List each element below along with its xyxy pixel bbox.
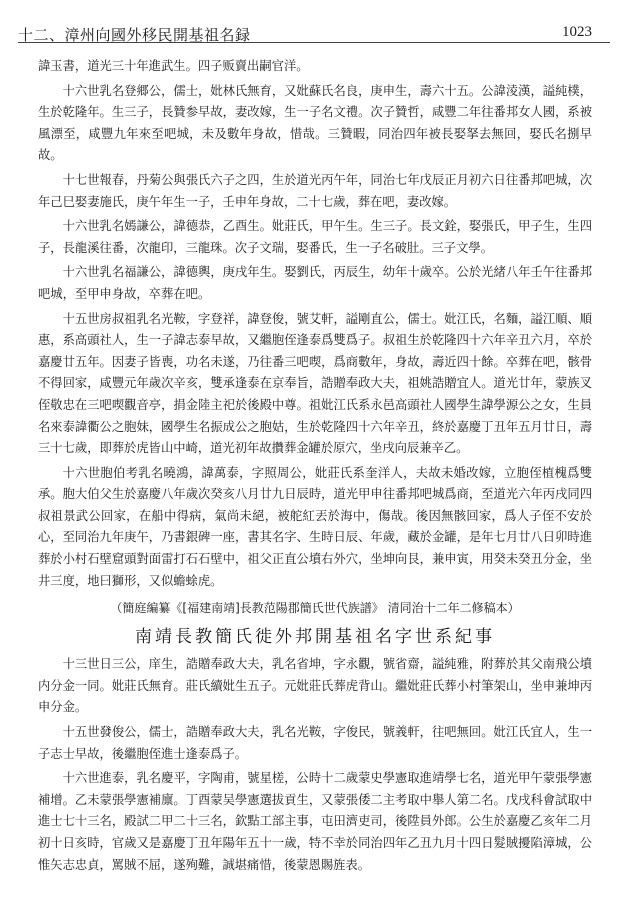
- page-header: [0, 6, 628, 42]
- paragraph: 十六世胞伯考乳名曉鴻，諱萬泰，字照周公，妣莊氏系奎洋人，夫故未婚改嫁，立胞侄植槐爲雙承。胞大伯父生於嘉慶八年歲次癸亥八月廿九日辰時，道光甲申往番邦吧城爲商，至道光六年丙戌同四叔祖景武公回家，在船中得病，氣尚未絕，被舵紅丟於海中，傷哉。後因無骸回家，爲人子侄不安於心，至同治九年庚午，乃書銀碑一座，書其名字、生時日辰、年歲，藏於金罐，是年七月廿八日卯時進葬於小村石壁窟頭對面雷打石石壁中，祖父正直公墳右外穴，坐坤向艮，兼申寅，用癸未癸丑分金，坐井三度，地曰獅形，又似蟾蜍虎。: [38, 465, 592, 588]
- paragraph: 十七世報春，丹菊公與張氏六子之四，生於道光丙午年，同治七年戊辰正月初六日往番邦吧城，次年己巳娶妻施氏，庚午年生一子，壬申年身故，二十七歲，葬在吧，妻改嫁。: [38, 172, 592, 209]
- paragraph: 十六世進泰，乳名慶平，字陶甫，號星槎，公時十二歲蒙史學憲取進靖學七名，道光甲午蒙張學憲補增。乙未蒙張學憲補廪。丁酉蒙吴學憲選拔貢生，又蒙張倭二主考取中舉人第二名。戊戌科會試取中進士七十三名，殿試二甲二十三名，欽點工部主事，屯田濟吏司，後陞員外郎。公生於嘉慶乙亥年二月初十日亥時，官歲又是嘉慶丁丑年陽年五十一歲，特不幸於同治四年乙丑九月十四日髮賊擾陷漳城，公惟矢志忠貞，罵賊不屈，遂殉難，誠堪痛惜，後蒙恩賜旌表。: [38, 771, 592, 872]
- section-two: [38, 654, 592, 876]
- header-rule: [18, 42, 610, 43]
- page-body: [38, 56, 592, 879]
- paragraph: 十六世乳名嫣謙公，諱德恭，乙酉生。妣莊氏，甲午生。生三子。長文銓，娶張氏，甲子生，生四子，長龍溪往番，次龍印，三龍珠。次子文瑞，娶番氏，生一子名破肚。三子文學。: [38, 219, 592, 255]
- section-one: [38, 56, 592, 592]
- paragraph: 十五世房叔祖乳名光鞍，字登祥，諱登俊，號艾軒，謚剛直公，儒士。妣江氏，名麵，謚江順、順惠，系高頭社人，生一子諱志泰早故，又繼胞侄逢泰爲雙爲子。叔祖生於乾隆四十六年辛丑六月，卒於嘉慶廿五年。因妻子皆喪，功名未遂，乃往番三吧喫，爲商數年，身故，壽近四十餘。卒葬在吧，骸骨不得回家，咸豐元年歲次辛亥，雙承逢泰在京奉旨，誥贈奉政大夫，祖姚誥贈宜人。道光廿年，蒙族叉侄敬忠在三吧喫觀音亭，捐金陸主祀於後殿中尊。祖妣江氏系永邑高頭社人國學生諱學源公之女，生員名來泰諱衢公之胞妹，國學生名振成公之胞姑，生於乾隆四十六年辛丑，終於嘉慶丁丑年五月廿日，壽三十七歲，即葬於虎皆山中崎，道光初年故攢葬金罐於原穴，坐戌向辰兼辛乙。: [38, 311, 592, 456]
- paragraph: 十六世乳名登郷公，儒士，妣林氏無育，又妣蘇氏名良，庚申生，壽六十五。公諱淩漢，謚純樸，生於乾隆年。生三子，長贊参早故，妻改嫁，生一子名文禮。次子贊哲，咸豐二年往番邦女人國，系被風漂至，咸豐九年來至吧城，未及數年身故，惜哉。三贊暇，同治四年被長娶拏去無回，娶氏名捌早故。: [38, 83, 592, 163]
- source-citation: （簡庭編纂《[福建南靖]長教范陽郡簡氏世代族譜》 清同治十二年二修稿本）: [110, 601, 520, 616]
- page-number: 1023: [562, 24, 592, 40]
- paragraph: 十三世日三公，庠生，誥贈奉政大夫，乳名省坤，字永觀，號省齋，謚純雅，附葬於其父南飛公墳内分金一同。妣莊氏無育。莊氏續妣生五子。元妣莊氏葬虎背山。繼妣莊氏葬小村筆架山，坐申兼坤丙申分金。: [38, 657, 592, 715]
- paragraph: 諱玉書，道光三十年進武生。四子贩賣出嗣官洋。: [38, 59, 309, 73]
- chapter-title: 十二、漳州向國外移民開基祖名録: [18, 26, 251, 44]
- section-title: 南靖長教簡氏徙外邦開基祖名字世系紀事: [135, 627, 495, 648]
- paragraph: 十五世發俊公，儒士，誥贈奉政大夫，乳名光鞍，字俊民，號義軒，往吧無回。妣江氏宜人，生一子志士早故，後繼胞侄進士逢泰爲子。: [38, 725, 592, 761]
- paragraph: 十六世乳名福謙公，諱德輿，庚戌年生。娶劉氏，丙辰生，幼年十歲卒。公於光緒八年壬午往番邦吧城，至甲申身故，卒葬在吧。: [38, 265, 592, 301]
